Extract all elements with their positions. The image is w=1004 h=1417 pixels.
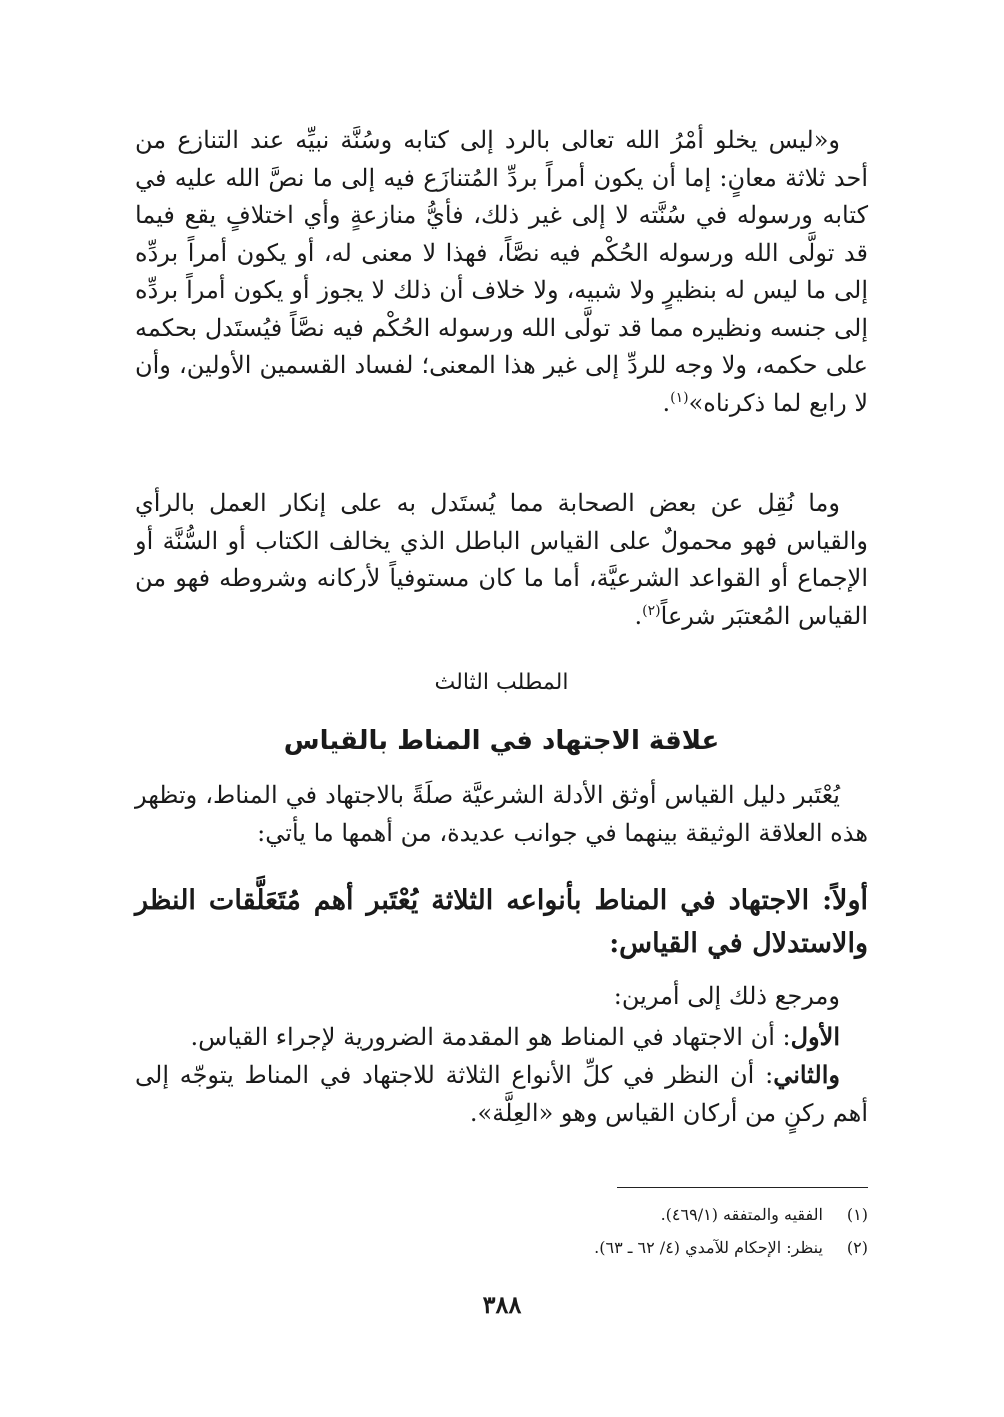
paragraph-text: : أن النظر في كلِّ الأنواع الثلاثة للاجتهاد في المناط يتوجّه إلى أهم ركنٍ من أركان القياس وهو «العِلَّة». [135, 1061, 868, 1127]
body-paragraph-3: يُعْتَبر دليل القياس أوثق الأدلة الشرعيَّة صلَةً بالاجتهاد في المناط، وتظهر هذه العلاقة الوثيقة بينهما في جوانب عديدة، من أهمها ما يأتي: [135, 781, 868, 847]
footnote-number: (١) [846, 1205, 868, 1224]
footnote-ref-2: (٢) [642, 602, 661, 619]
body-paragraph-4: ومرجع ذلك إلى أمرين: [613, 982, 840, 1010]
section-subtitle: المطلب الثالث [434, 670, 569, 695]
page-number: ٣٨٨ [482, 1290, 522, 1319]
body-paragraph-6 [135, 1056, 868, 1132]
footnote-ref-1: (١) [670, 389, 689, 406]
footnote-2 [135, 1237, 868, 1259]
footnote-divider [617, 1187, 868, 1188]
paragraph-text: : أن الاجتهاد في المناط هو المقدمة الضرورية لإجراء القياس. [190, 1023, 791, 1051]
body-paragraph-2 [135, 485, 868, 635]
paragraph-lead: والثاني [773, 1060, 840, 1089]
footnote-text: الفقيه والمتفقه (٤٦٩/١). [660, 1205, 823, 1224]
paragraph-text: و«ليس يخلو أمْرُ الله تعالى بالرد إلى كتابه وسُنَّة نبيِّه عند التنازع من أحد ثلاثة معانٍ: إما أن يكون أمراً بردِّ المُتنازَع فيه إلى ما نصَّ الله عليه في كتابه ورسوله في سُنَّته لا إلى غير ذلك، فأيُّ منازعةٍ وأي اختلافٍ يقع فيما قد تولَّى الله ورسوله الحُكْم فيه نصَّاً، فهذا لا معنى له، أو يكون أمراً بردِّه إلى ما ليس له بنظيرٍ ولا شبيه، ولا خلاف أن ذلك لا يجوز أو يكون أمراً بردِّه إلى جنسه ونظيره مما قد تولَّى الله ورسوله الحُكْم فيه نصَّاً فيُستَدل بحكمه على حكمه، ولا وجه للردِّ إلى غير هذا المعنى؛ لفساد القسمين الأولين، وأن لا رابع لما ذكرناه» [135, 126, 868, 417]
body-paragraph-5 [135, 1018, 868, 1057]
point-heading: أولاً: الاجتهاد في المناط بأنواعه الثلاثة يُعْتَبر أهم مُتَعَلَّقات النظر والاستدلال في القياس: [135, 885, 868, 959]
section-title: علاقة الاجتهاد في المناط بالقياس [283, 726, 720, 756]
paragraph-lead: الأول [790, 1022, 840, 1051]
paragraph-text: وما نُقِل عن بعض الصحابة مما يُستَدل به على إنكار العمل بالرأي والقياس فهو محمولٌ على القياس الباطل الذي يخالف الكتاب أو السُّنَّة أو الإجماع أو القواعد الشرعيَّة، أما ما كان مستوفياً لأركانه وشروطه فهو من القياس المُعتبَر شرعاً [135, 489, 868, 630]
footnote-number: (٢) [846, 1238, 868, 1257]
paragraph-end: . [634, 601, 643, 630]
footnote-1 [135, 1204, 868, 1226]
body-paragraph-1 [135, 122, 868, 422]
footnote-text: ينظر: الإحكام للآمدي (٤/ ٦٢ ـ ٦٣). [594, 1238, 823, 1257]
paragraph-end: . [662, 388, 671, 417]
